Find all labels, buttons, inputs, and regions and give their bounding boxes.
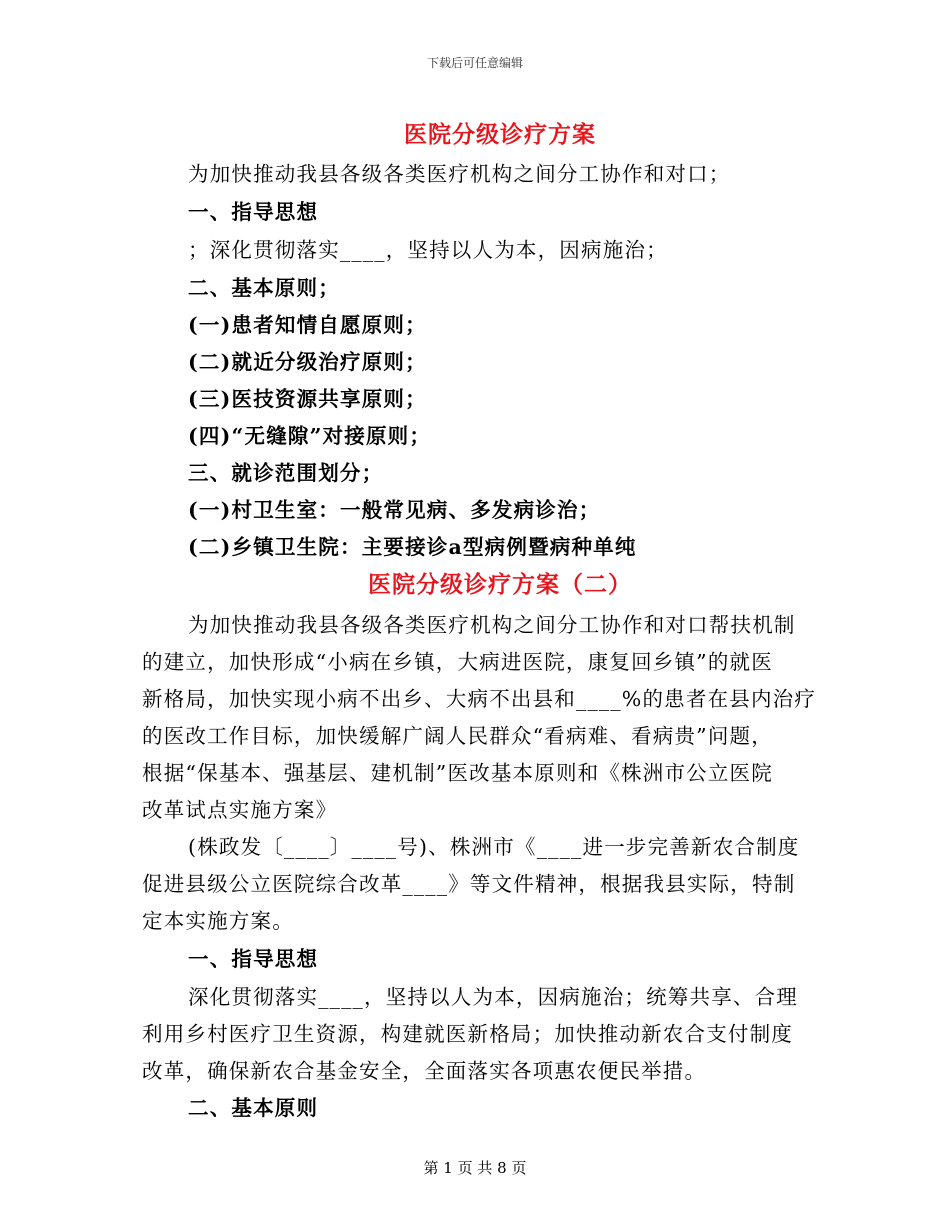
guiding-thought-text: ；深化贯彻落实____，坚持以人为本，因病施治；: [188, 238, 668, 262]
paragraph-line: 根据“保基本、强基层、建机制”医改基本原则和《株洲市公立医院: [142, 761, 773, 785]
paragraph-line: 深化贯彻落实____，坚持以人为本，因病施治；统筹共享、合理: [188, 985, 798, 1009]
paragraph-line: 的医改工作目标，加快缓解广阔人民群众“看病难、看病贵”问题，: [142, 724, 773, 748]
heading-scope: 三、就诊范围划分；: [188, 461, 384, 485]
principle-item: (一)患者知情自愿原则；: [188, 313, 427, 337]
paragraph-line: 定本实施方案。: [142, 909, 294, 933]
paragraph-line: 改革，确保新农合基金安全，全面落实各项惠农便民举措。: [142, 1059, 707, 1083]
paragraph-line: 为加快推动我县各级各类医疗机构之间分工协作和对口帮扶机制: [188, 613, 796, 637]
header-note: 下载后可任意编辑: [426, 56, 523, 70]
paragraph-line: 新格局，加快实现小病不出乡、大病不出县和____%的患者在县内治疗: [142, 687, 817, 711]
principle-item: (四)“无缝隙”对接原则；: [188, 424, 432, 448]
scope-item: (二)乡镇卫生院：主要接诊a型病例暨病种单纯: [188, 535, 637, 559]
document-title: 医院分级诊疗方案: [404, 121, 596, 148]
heading-basic-principles-2: 二、基本原则: [188, 1096, 319, 1120]
paragraph-line: 的建立，加快形成“小病在乡镇，大病进医院，康复回乡镇”的就医: [142, 650, 773, 674]
paragraph-line: 促进县级公立医院综合改革____》等文件精神，根据我县实际，特制: [142, 872, 796, 896]
paragraph-line: 利用乡村医疗卫生资源，构建就医新格局；加快推动新农合支付制度: [142, 1022, 793, 1046]
heading-basic-principles: 二、基本原则；: [188, 276, 340, 300]
principle-item: (二)就近分级治疗原则；: [188, 350, 427, 374]
principle-item: (三)医技资源共享原则；: [188, 387, 427, 411]
intro-line: 为加快推动我县各级各类医疗机构之间分工协作和对口；: [188, 162, 731, 186]
paragraph-line: 改革试点实施方案》: [142, 798, 338, 822]
heading-guiding-thought: 一、指导思想: [188, 200, 319, 224]
scope-item: (一)村卫生室：一般常见病、多发病诊治；: [188, 498, 601, 522]
heading-guiding-thought-2: 一、指导思想: [188, 947, 319, 971]
document-title-2: 医院分级诊疗方案（二）: [368, 571, 632, 598]
paragraph-line: (株政发〔____〕____号)、株洲市《____进一步完善新农合制度: [188, 835, 800, 859]
page-number: 第 1 页 共 8 页: [423, 1159, 527, 1177]
